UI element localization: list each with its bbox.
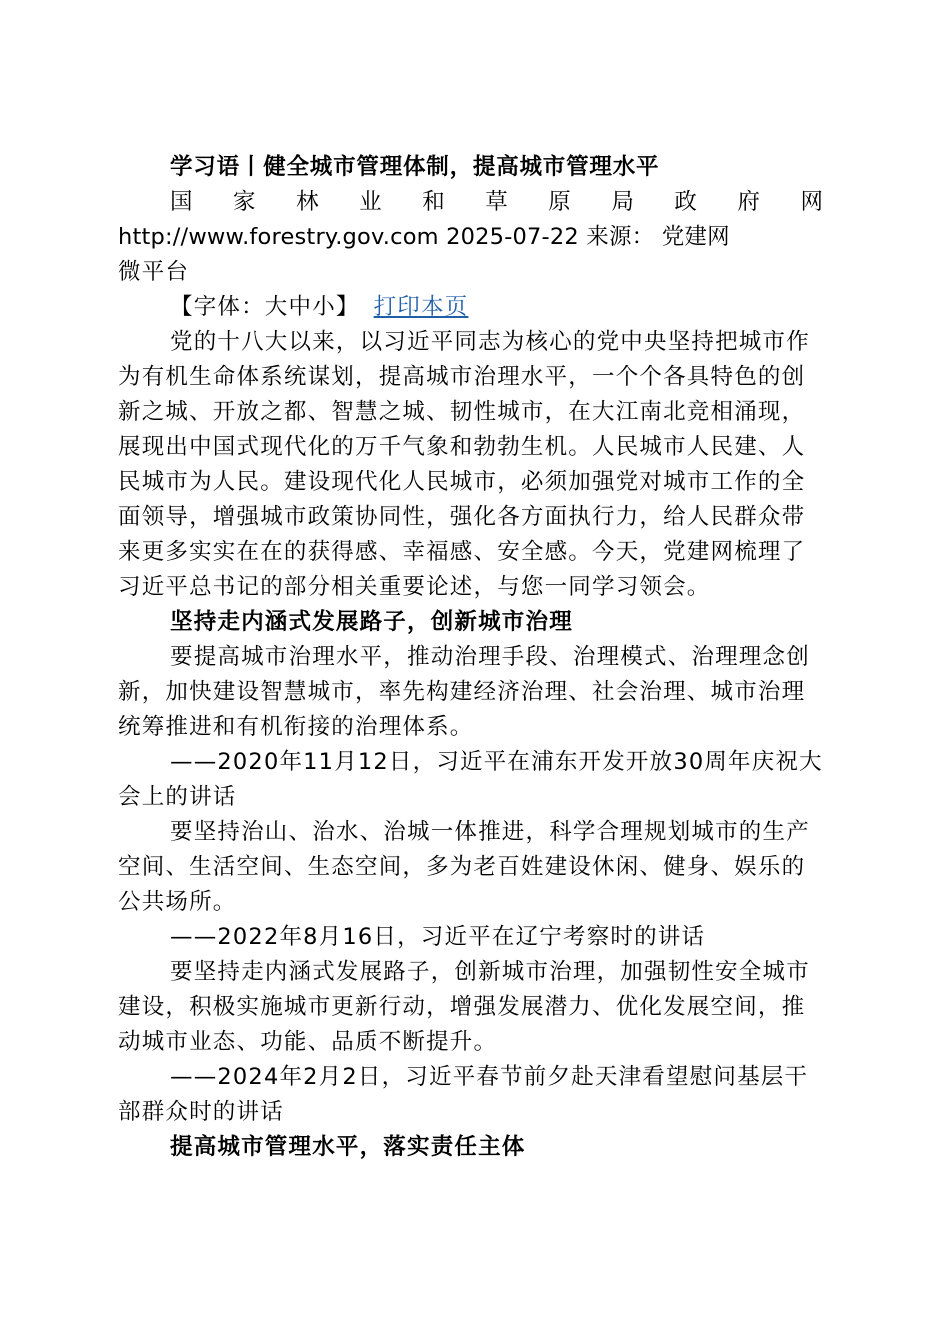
tool-line <box>118 290 823 325</box>
source-line-3: 微平台 <box>118 259 190 285</box>
source-char: 林 <box>296 189 319 215</box>
source-char: 局 <box>611 189 634 215</box>
source-char: 家 <box>233 189 256 215</box>
source-char: 业 <box>359 189 382 215</box>
source-char: 政 <box>674 189 697 215</box>
source-char: 和 <box>422 189 445 215</box>
quote-paragraph-1: 要提高城市治理水平，推动治理手段、治理模式、治理理念创新，加快建设智慧城市，率先构建经济治理、社会治理、城市治理统筹推进和有机衔接的治理体系。 <box>118 644 810 740</box>
source-line-1 <box>118 185 823 220</box>
quote-paragraph-3: 要坚持走内涵式发展路子，创新城市治理，加强韧性安全城市建设，积极实施城市更新行动，增强发展潜力、优化发展空间，推动城市业态、功能、品质不断提升。 <box>118 959 810 1055</box>
source-char: 草 <box>485 189 508 215</box>
font-size-switch[interactable]: 【字体：大中小】 <box>170 294 360 320</box>
intro-paragraph: 党的十八大以来，以习近平同志为核心的党中央坚持把城市作为有机生命体系统谋划，提高城市治理水平，一个个各具特色的创新之城、开放之都、智慧之城、韧性城市，在大江南北竞相涌现，展现出中国式现代化的万千气象和勃勃生机。人民城市人民建、人民城市为人民。建设现代化人民城市，必须加强党对城市工作的全面领导，增强城市政策协同性，强化各方面执行力，给人民群众带来更多实实在在的获得感、幸福感、安全感。今天，党建网梳理了习近平总书记的部分相关重要论述，与您一同学习领会。 <box>118 329 810 600</box>
source-char: 府 <box>737 189 760 215</box>
print-page-link[interactable]: 打印本页 <box>373 294 469 320</box>
source-char: 网 <box>800 189 823 215</box>
section-heading-1: 坚持走内涵式发展路子，创新城市治理 <box>170 609 573 635</box>
source-char: 原 <box>548 189 571 215</box>
source-line-2: http://www.forestry.gov.com 2025-07-22 来源： 党建网 <box>118 224 730 250</box>
quote-paragraph-2: 要坚持治山、治水、治城一体推进，科学合理规划城市的生产空间、生活空间、生态空间，多为老百姓建设休闲、健身、娱乐的公共场所。 <box>118 819 810 915</box>
article-page <box>118 150 823 1165</box>
quote-attribution-1: ——2020年11月12日，习近平在浦东开发开放30周年庆祝大会上的讲话 <box>118 749 823 810</box>
article-title: 学习语丨健全城市管理体制，提高城市管理水平 <box>170 154 660 180</box>
section-heading-2: 提高城市管理水平，落实责任主体 <box>170 1134 526 1160</box>
quote-attribution-3: ——2024年2月2日，习近平春节前夕赴天津看望慰问基层干部群众时的讲话 <box>118 1064 809 1125</box>
quote-attribution-2: ——2022年8月16日，习近平在辽宁考察时的讲话 <box>170 924 706 950</box>
source-char: 国 <box>170 189 193 215</box>
